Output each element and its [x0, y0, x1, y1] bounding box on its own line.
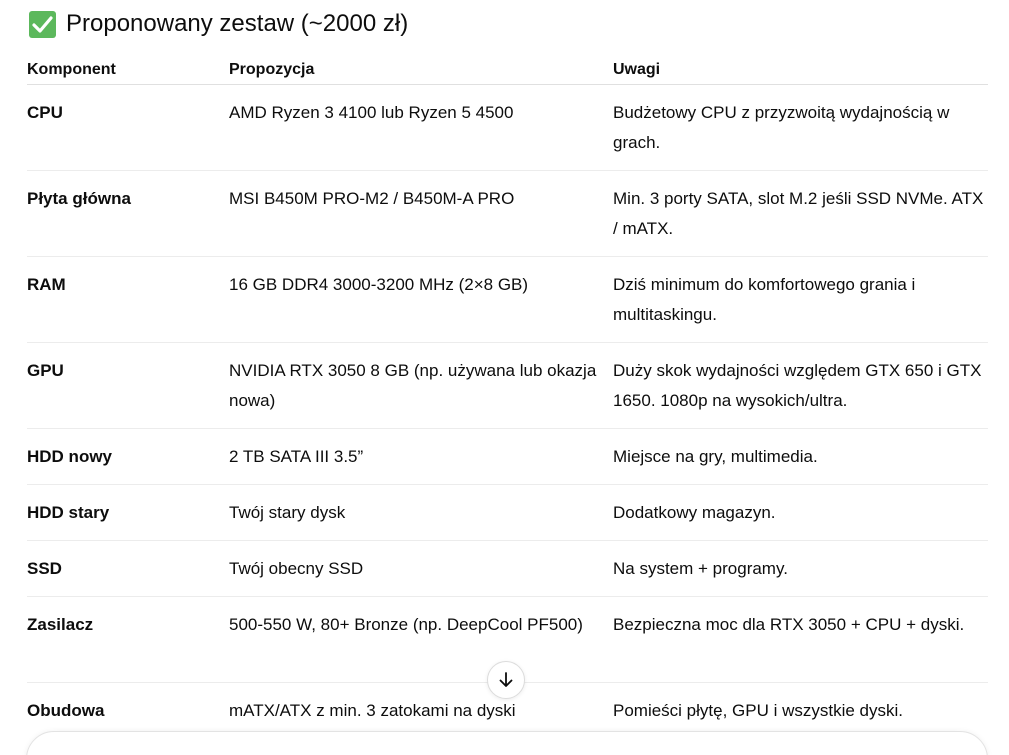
- component-cell: CPU: [27, 103, 63, 122]
- section-heading-text: Proponowany zestaw (~2000 zł): [66, 10, 409, 37]
- component-cell: GPU: [27, 361, 64, 380]
- table-row: [27, 541, 988, 597]
- proposal-cell: AMD Ryzen 3 4100 lub Ryzen 5 4500: [229, 103, 514, 122]
- component-cell: RAM: [27, 275, 66, 294]
- check-mark-button-icon: [29, 11, 56, 38]
- proposal-cell: 16 GB DDR4 3000-3200 MHz (2×8 GB): [229, 275, 529, 294]
- column-header-notes: Uwagi: [613, 61, 661, 78]
- table-row: [27, 343, 988, 429]
- table-row: [27, 257, 988, 343]
- notes-cell: Pomieści płytę, GPU i wszystkie dyski.: [613, 701, 904, 720]
- proposal-cell: Twój stary dysk: [229, 503, 346, 522]
- scroll-to-bottom-button[interactable]: [487, 661, 525, 699]
- proposal-cell: 500-550 W, 80+ Bronze (np. DeepCool PF500): [229, 615, 583, 634]
- component-cell: Obudowa: [27, 701, 105, 720]
- notes-cell: Na system + programy.: [613, 559, 788, 578]
- proposal-cell: MSI B450M PRO-M2 / B450M-A PRO: [229, 189, 515, 208]
- notes-cell: Duży skok wydajności względem GTX 650 i GTX 1650. 1080p na wysokich/ultra.: [613, 361, 982, 410]
- column-header-proposal: Propozycja: [229, 61, 315, 78]
- component-cell: SSD: [27, 559, 62, 578]
- notes-cell: Min. 3 porty SATA, slot M.2 jeśli SSD NVMe. ATX / mATX.: [613, 189, 984, 238]
- notes-cell: Dziś minimum do komfortowego grania i multitaskingu.: [613, 275, 916, 324]
- component-cell: Płyta główna: [27, 189, 131, 208]
- proposal-cell: mATX/ATX z min. 3 zatokami na dyski: [229, 701, 516, 720]
- component-cell: HDD nowy: [27, 447, 112, 466]
- table-row: [27, 485, 988, 541]
- notes-cell: Bezpieczna moc dla RTX 3050 + CPU + dyski.: [613, 615, 965, 634]
- notes-cell: Budżetowy CPU z przyzwoitą wydajnością w grach.: [613, 103, 950, 152]
- proposal-cell: NVIDIA RTX 3050 8 GB (np. używana lub okazja nowa): [229, 361, 597, 410]
- table-row: [27, 429, 988, 485]
- notes-cell: Miejsce na gry, multimedia.: [613, 447, 818, 466]
- column-header-component: Komponent: [27, 61, 116, 78]
- section-heading: [29, 6, 408, 42]
- component-cell: HDD stary: [27, 503, 110, 522]
- arrow-down-icon: [497, 671, 515, 689]
- proposal-cell: Twój obecny SSD: [229, 559, 364, 578]
- table-row: [27, 171, 988, 257]
- notes-cell: Dodatkowy magazyn.: [613, 503, 776, 522]
- message-composer[interactable]: [26, 731, 988, 755]
- proposal-cell: 2 TB SATA III 3.5”: [229, 447, 364, 466]
- table-row: [27, 85, 988, 171]
- components-table: [27, 46, 988, 739]
- component-cell: Zasilacz: [27, 615, 94, 634]
- table-header-row: [27, 46, 988, 85]
